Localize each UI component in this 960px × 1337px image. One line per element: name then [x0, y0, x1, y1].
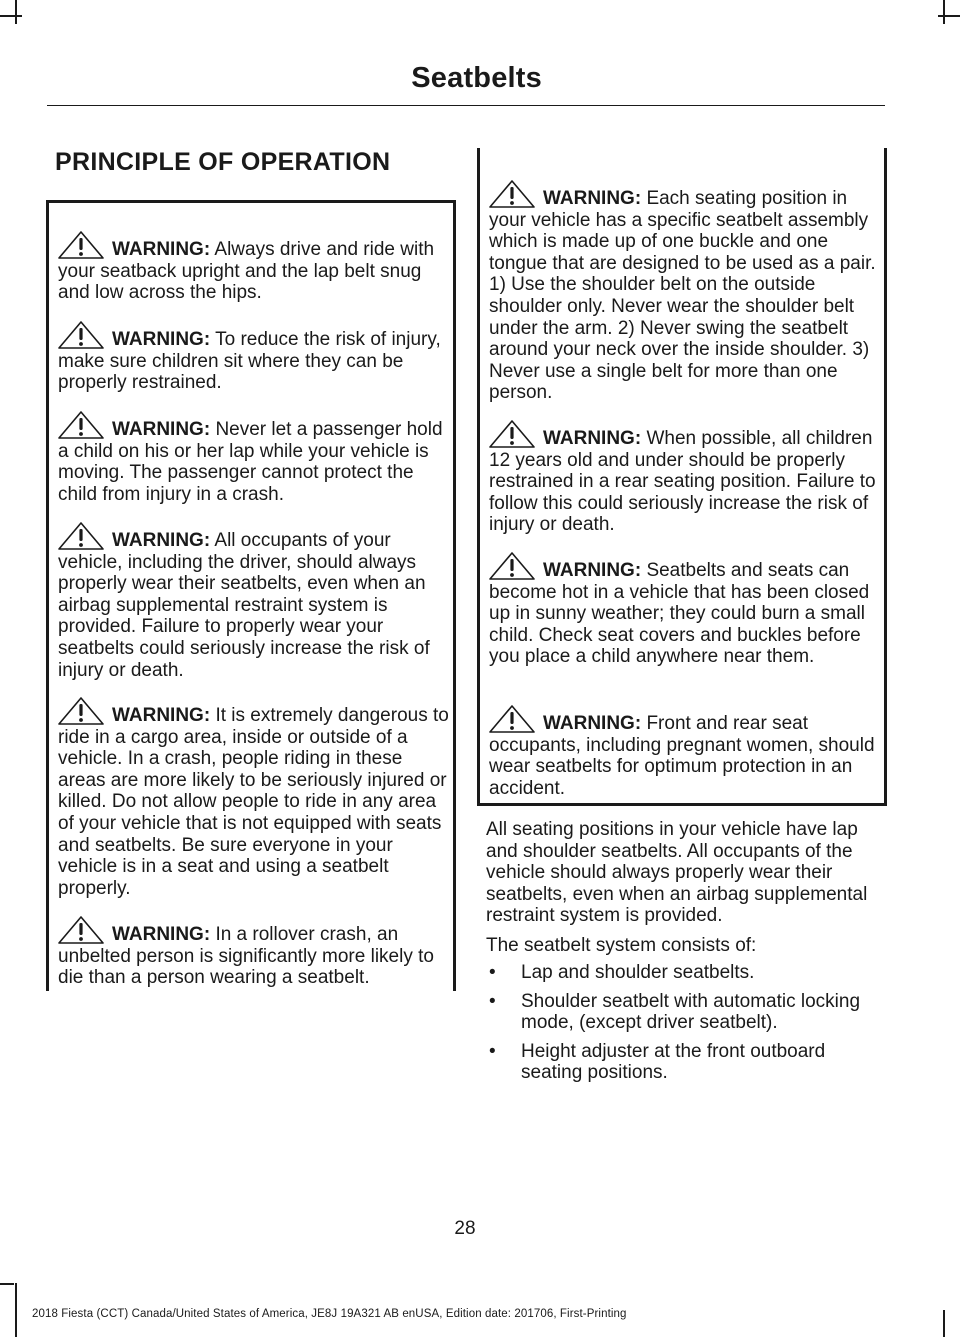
warning-item [58, 231, 453, 304]
warning-label: WARNING: [543, 560, 642, 581]
page-header-title: Seatbelts [411, 62, 542, 94]
warning-triangle-icon [58, 231, 104, 259]
warning-text: Always drive and ride with your seatback upright and the lap belt snug and low across the hips. [58, 239, 435, 304]
warning-text: It is extremely dangerous to ride in a cargo area, inside or outside of a vehicle. In a crash, people riding in these areas are more likely to be seriously injured or killed. Do not allow people to ride in any area of your vehicle that is not equipped with seats and seatbelts. Be sure everyone in your vehicle is in a seat and using a seatbelt properly. [58, 705, 449, 899]
warning-text: Each seating position in your vehicle has a specific seatbelt assembly which is made up of one buckle and one tongue that are designed to be used as a pair. 1) Use the shoulder belt on the outside shoulder only. Never wear the shoulder belt under the arm. 2) Never swing the seatbelt around your neck over the inside shoulder. 3) Never use a single belt for more than one person. [489, 188, 876, 404]
bullet-marker: • [489, 962, 496, 983]
footer-text: 2018 Fiesta (CCT) Canada/United States of America, JE8J 19A321 AB enUSA, Edition date: 201706, First-Printing [32, 1308, 627, 1320]
warning-text: Front and rear seat occupants, including pregnant women, should wear seatbelts for optimum protection in an accident. [489, 713, 875, 799]
warning-label: WARNING: [112, 239, 211, 260]
list-item-text: Lap and shoulder seatbelts. [521, 962, 755, 983]
warning-item [489, 552, 884, 668]
warning-label: WARNING: [112, 924, 211, 945]
list-item-text: Height adjuster at the front outboard seating positions. [521, 1040, 826, 1084]
warning-triangle-icon [489, 180, 535, 208]
bullet-list [486, 962, 886, 1091]
warning-item [58, 321, 453, 394]
warning-text: All occupants of your vehicle, including the driver, should always properly wear their seatbelts, even when an airbag supplemental restraint system is provided. Failure to properly wear your seatbelts could seriously increase the risk of injury or death. [58, 530, 430, 681]
warning-label: WARNING: [112, 329, 211, 350]
warning-item [58, 522, 453, 681]
warning-label: WARNING: [112, 705, 211, 726]
warning-text: Never let a passenger hold a child on his or her lap while your vehicle is moving. The passenger cannot protect the child from injury in a crash. [58, 419, 443, 505]
bullet-marker: • [489, 1040, 496, 1062]
list-item [486, 991, 886, 1034]
warning-label: WARNING: [543, 188, 642, 209]
list-item-text: Shoulder seatbelt with automatic locking mode, (except driver seatbelt). [521, 990, 861, 1034]
warning-triangle-icon [58, 916, 104, 944]
warning-item [489, 420, 884, 536]
body-paragraph: All seating positions in your vehicle have lap and shoulder seatbelts. All occupants of the vehicle should always properly wear their seatbelts, even when an airbag supplemental restraint system is provided. [486, 819, 868, 927]
warning-item [489, 180, 884, 404]
warning-item [58, 916, 453, 989]
warning-label: WARNING: [543, 713, 642, 734]
page-number: 28 [454, 1218, 476, 1239]
crop-mark [943, 1310, 945, 1337]
crop-mark [943, 0, 945, 24]
list-item [486, 962, 886, 984]
list-item [486, 1041, 886, 1084]
warning-text: In a rollover crash, an unbelted person is significantly more likely to die than a person wearing a seatbelt. [58, 924, 434, 989]
warning-triangle-icon [58, 411, 104, 439]
warning-box-right [477, 148, 887, 806]
warning-triangle-icon [489, 705, 535, 733]
warning-item [58, 697, 453, 899]
crop-mark [15, 0, 17, 24]
warning-triangle-icon [489, 420, 535, 448]
warning-text: To reduce the risk of injury, make sure children sit where they can be properly restrained. [58, 329, 441, 394]
crop-mark [938, 15, 960, 17]
warning-triangle-icon [58, 522, 104, 550]
crop-mark [0, 1283, 14, 1285]
warning-item [58, 411, 453, 505]
section-title: PRINCIPLE OF OPERATION [55, 148, 391, 176]
warning-text: When possible, all children 12 years old and under should be properly restrained in a rear seating position. Failure to follow this could seriously increase the risk of injury or death. [489, 428, 876, 536]
bullet-marker: • [489, 990, 496, 1012]
warning-label: WARNING: [112, 419, 211, 440]
warning-triangle-icon [489, 552, 535, 580]
warning-label: WARNING: [543, 428, 642, 449]
warning-box-left [46, 200, 456, 991]
warning-text: Seatbelts and seats can become hot in a vehicle that has been closed up in sunny weather; they could burn a small child. Check seat covers and buckles before you place a child anywhere near them. [489, 560, 870, 668]
header-divider [47, 105, 885, 106]
body-paragraph: The seatbelt system consists of: [486, 935, 757, 956]
crop-mark [0, 15, 22, 17]
warning-label: WARNING: [112, 530, 211, 551]
warning-triangle-icon [58, 321, 104, 349]
warning-triangle-icon [58, 697, 104, 725]
warning-item [489, 705, 884, 799]
crop-mark [15, 1283, 17, 1337]
